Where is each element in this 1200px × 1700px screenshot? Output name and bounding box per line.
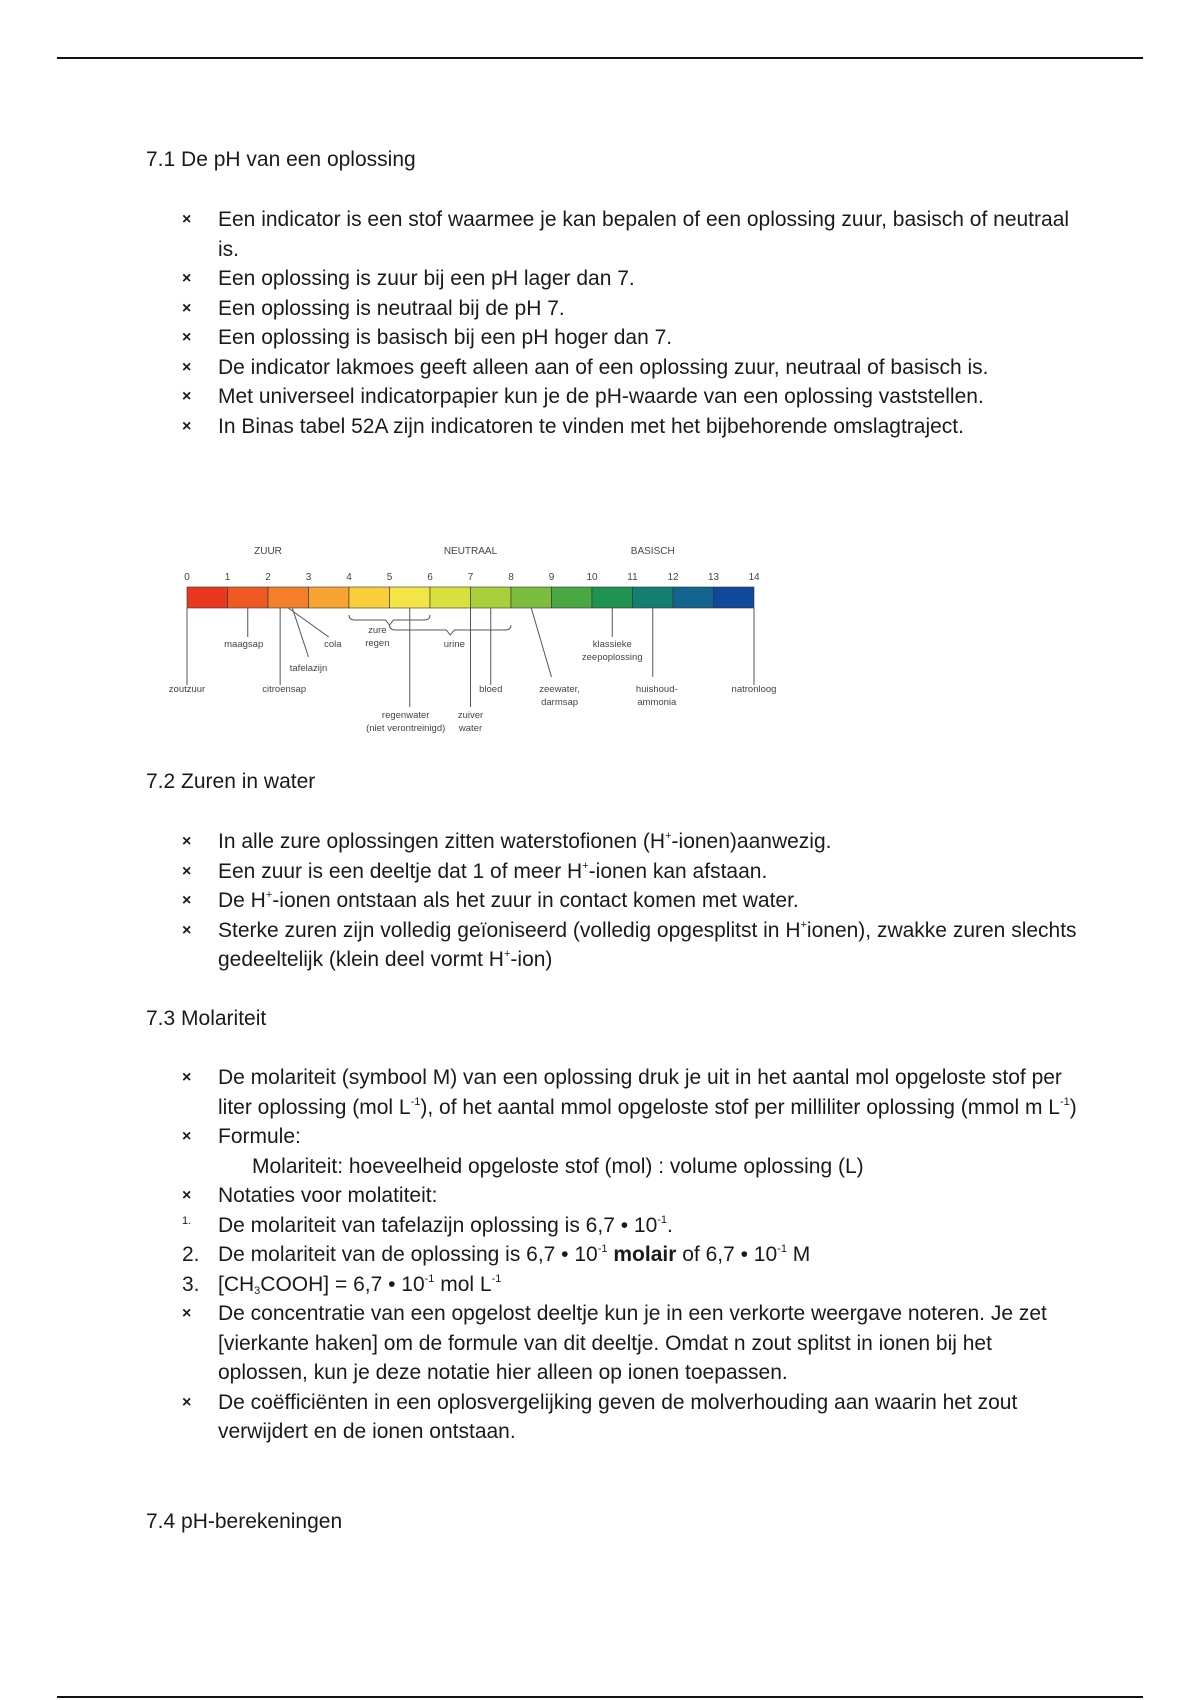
bullet-x-icon: ×: [182, 270, 192, 287]
ph-label: cola: [324, 639, 342, 650]
bullet-x-icon: ×: [182, 1393, 192, 1411]
ph-label: water: [458, 723, 483, 734]
list-item: × Met universeel indicatorpapier kun je de pH-waarde van een oplossing vaststellen.: [182, 382, 1082, 412]
bullet-x-icon: ×: [182, 299, 192, 317]
heading-zuur: ZUUR: [254, 546, 282, 557]
list-item: × In Binas tabel 52A zijn indicatoren te vinden met het bijbehorende omslagtraject.: [182, 412, 1082, 442]
list-item: × Formule:: [182, 1122, 1082, 1152]
ph-label: (niet verontreinigd): [366, 723, 446, 734]
ph-segment: [309, 587, 350, 608]
heading-neutraal: NEUTRAAL: [443, 546, 498, 557]
bullet-x-icon: ×: [182, 329, 192, 346]
ph-label: zeewater,: [539, 684, 580, 695]
ph-tick-label: 11: [627, 572, 638, 583]
bullet-x-icon: ×: [182, 1128, 192, 1145]
list-item: × Notaties voor molatiteit:: [182, 1181, 1082, 1211]
bottom-rule: [57, 1696, 1143, 1698]
ph-segment: [714, 587, 755, 608]
ph-label: natronloog: [731, 684, 777, 695]
ph-segment: [349, 587, 390, 608]
bullet-x-icon: ×: [182, 358, 192, 376]
pointer-line: [531, 608, 551, 677]
bullet-x-icon: ×: [182, 211, 192, 228]
ph-segment: [187, 587, 228, 608]
bullet-list-7-3: [182, 1063, 1082, 1447]
bullet-x-icon: ×: [182, 892, 192, 909]
ph-tick-label: 1: [224, 572, 231, 583]
ph-label: maagsap: [224, 639, 264, 650]
ph-label: regen: [365, 638, 390, 649]
ph-tick-label: 9: [548, 572, 555, 583]
list-item: × De concentratie van een opgelost deeltje kun je in een verkorte weergave noteren. Je zet [vierkante haken] om de formule van dit deeltje. Omdat n zout splitst in ionen bij het oplossen, kun je deze notatie hier alleen op ionen toepassen.: [182, 1299, 1082, 1388]
ph-label: regenwater: [381, 710, 430, 721]
bullet-list-7-1: [182, 205, 1082, 441]
ph-label: huishoud-: [635, 684, 678, 695]
ph-segment: [471, 587, 512, 608]
ph-tick-label: 8: [508, 572, 514, 583]
ph-tick-label: 2: [265, 572, 271, 583]
ph-label: urine: [443, 639, 465, 650]
numbered-item: 2. De molariteit van de oplossing is 6,7 • $10^{-1}$ molair of 6,7 • $10^{-1}$ M: [182, 1243, 811, 1266]
list-item: × Een zuur is een deeltje dat 1 of meer H+-ionen kan afstaan.: [182, 857, 1082, 887]
ph-label: ammonia: [637, 697, 677, 708]
ph-segment: [228, 587, 269, 608]
ph-segment: [592, 587, 633, 608]
heading-7-1: 7.1 De pH van een oplossing: [146, 148, 416, 171]
list-item: × De H+-ionen ontstaan als het zuur in contact komen met water.: [182, 886, 1082, 916]
ph-tick-label: 6: [427, 572, 433, 583]
list-item: × Een oplossing is zuur bij een pH lager dan 7.: [182, 264, 1082, 294]
ph-tick-label: 4: [346, 572, 352, 583]
ph-segment: [552, 587, 593, 608]
list-item: × De molariteit (symbool M) van een oplossing druk je uit in het aantal mol opgeloste stof per liter oplossing (mol $L^{-1}$), of het aantal mmol opgeloste stof per milliliter oplossing (mmol m $L^{-1}$): [182, 1063, 1082, 1122]
top-rule: [57, 57, 1143, 59]
list-item: × In alle zure oplossingen zitten waterstofionen (H+-ionen)aanwezig.: [182, 827, 1082, 857]
ph-tick-label: 3: [305, 572, 312, 583]
ph-segment: [430, 587, 471, 608]
list-item: × De coëfficiënten in een oplosvergelijking geven de molverhouding aan waarin het zout verwijdert en de ionen ontstaan.: [182, 1388, 1082, 1447]
urine-bracket: [390, 625, 512, 635]
bullet-list-7-2: [182, 827, 1082, 975]
zure-regen-bracket: [349, 615, 430, 625]
bullet-x-icon: ×: [182, 1305, 192, 1322]
ph-label: darmsap: [541, 697, 579, 708]
heading-basisch: BASISCH: [630, 546, 675, 557]
heading-7-4: 7.4 pH-berekeningen: [146, 1510, 343, 1533]
ph-label: zuiver: [457, 710, 484, 721]
ph-tick-label: 10: [586, 572, 598, 583]
bullet-x-icon: ×: [182, 388, 192, 405]
ph-label: klassieke: [592, 639, 632, 650]
ph-scale-diagram: [146, 537, 797, 743]
numbered-item: 3. $[CH_3COOH] = 6,7$ • $10^{-1}$ mol $L^{-1}$: [182, 1272, 502, 1297]
bullet-x-icon: ×: [182, 1187, 192, 1204]
heading-7-3: 7.3 Molariteit: [146, 1007, 267, 1030]
heading-7-2: 7.2 Zuren in water: [146, 770, 316, 793]
ph-label: zure: [368, 625, 387, 636]
ph-label: zeepoplossing: [581, 652, 643, 663]
ph-segment: [633, 587, 674, 608]
ph-label: zoutzuur: [168, 684, 206, 695]
ph-tick-label: 0: [184, 572, 190, 583]
ph-tick-label: 7: [467, 572, 474, 583]
bullet-x-icon: ×: [182, 921, 192, 939]
list-item: × De indicator lakmoes geeft alleen aan of een oplossing zuur, neutraal of basisch is.: [182, 353, 1082, 383]
bullet-x-icon: ×: [182, 862, 192, 880]
numbered-item: 1. De molariteit van tafelazijn oplossing is 6,7 • $10^{-1}$.: [182, 1213, 673, 1237]
list-item: × Een indicator is een stof waarmee je kan bepalen of een oplossing zuur, basisch of neutraal is.: [182, 205, 1082, 264]
ph-tick-label: 12: [667, 572, 679, 583]
ph-segment: [511, 587, 552, 608]
ph-tick-label: 14: [748, 572, 760, 583]
bullet-x-icon: ×: [182, 417, 192, 435]
list-item: × Een oplossing is basisch bij een pH hoger dan 7.: [182, 323, 1082, 353]
bullet-x-icon: ×: [182, 833, 192, 850]
ph-tick-label: 13: [707, 572, 720, 583]
ph-label: citroensap: [262, 684, 307, 695]
pointer-line: [292, 608, 308, 657]
ph-segment: [673, 587, 714, 608]
ph-tick-label: 5: [386, 572, 393, 583]
list-item: × Een oplossing is neutraal bij de pH 7.: [182, 294, 1082, 324]
ph-segment: [268, 587, 309, 608]
bullet-x-icon: ×: [182, 1069, 192, 1086]
pointer-line: [288, 608, 329, 637]
ph-label: tafelazijn: [289, 663, 328, 674]
formula: Molariteit: hoeveelheid opgeloste stof (mol) : volume oplossing (L): [252, 1154, 864, 1178]
ph-label: bloed: [479, 684, 503, 695]
ph-segment: [390, 587, 431, 608]
list-item: × Sterke zuren zijn volledig geïoniseerd (volledig opgesplitst in H+ionen), zwakke zuren slechts gedeeltelijk (klein deel vormt H+-ion): [182, 916, 1082, 975]
